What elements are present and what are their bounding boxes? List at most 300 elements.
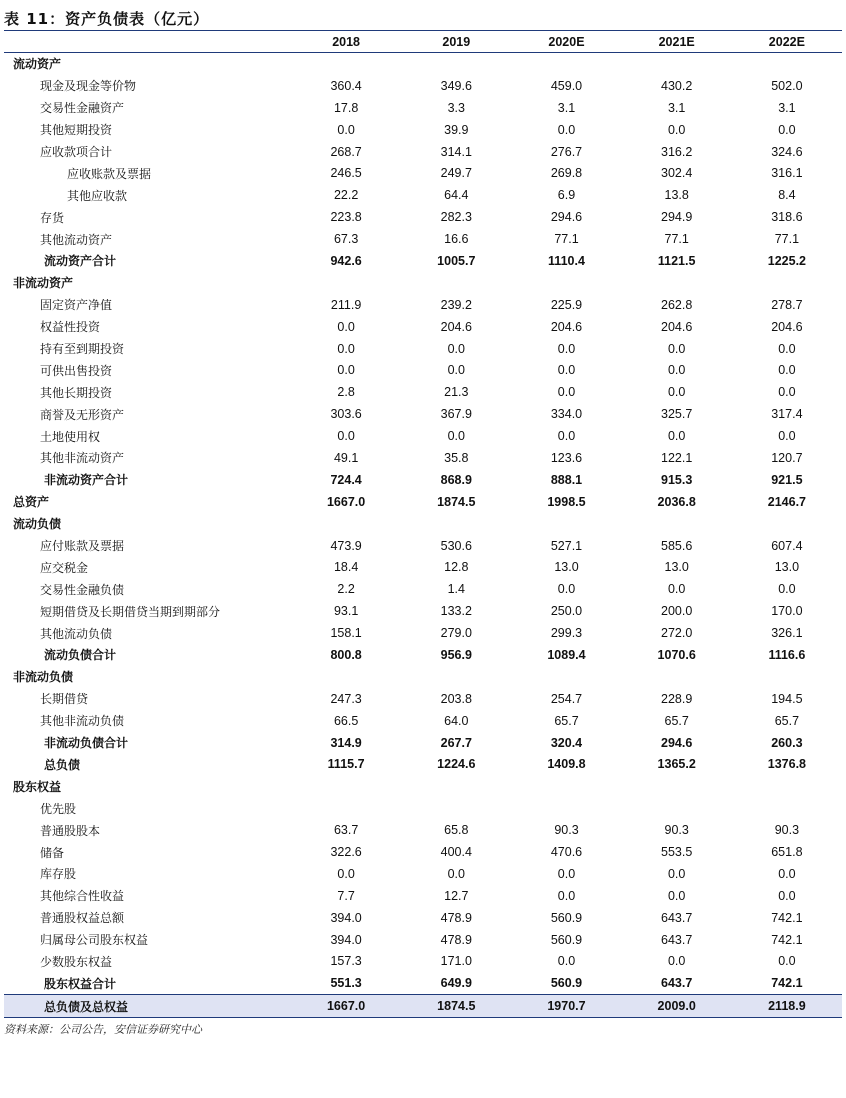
row-value: 260.3	[771, 735, 803, 750]
row-value: 956.9	[440, 647, 472, 662]
row-value: 64.4	[444, 188, 469, 203]
row-value: 122.1	[661, 450, 693, 465]
row-value: 0.0	[337, 122, 355, 137]
row-label: 库存股	[40, 867, 77, 882]
row-value: 742.1	[771, 932, 803, 947]
row-value: 0.0	[337, 866, 355, 881]
row-label: 交易性金融负债	[40, 582, 125, 597]
row-value: 49.1	[333, 450, 359, 465]
table-row	[4, 885, 842, 907]
row-value: 228.9	[661, 691, 693, 706]
row-value: 649.9	[440, 976, 472, 991]
table-row	[4, 797, 842, 819]
row-value: 502.0	[771, 78, 803, 93]
row-value: 63.7	[333, 823, 359, 838]
row-value: 2.2	[337, 582, 355, 597]
row-value: 299.3	[550, 626, 583, 641]
row-value: 13.0	[664, 560, 689, 575]
row-value: 325.7	[661, 407, 693, 422]
row-value	[291, 53, 401, 75]
row-value: 268.7	[330, 144, 362, 159]
row-label: 非流动资产	[13, 276, 74, 291]
row-value: 21.3	[444, 385, 469, 400]
row-value: 553.5	[661, 845, 693, 859]
table-row	[4, 403, 842, 425]
row-value: 1376.8	[767, 757, 806, 772]
table-row	[4, 316, 842, 338]
row-value: 0.0	[778, 866, 796, 881]
row-value: 2036.8	[657, 494, 696, 509]
row-value: 314.9	[330, 735, 362, 750]
row-label: 长期借贷	[40, 692, 89, 707]
row-value: 0.0	[778, 582, 796, 597]
row-value: 203.8	[440, 691, 472, 706]
row-label: 土地使用权	[40, 429, 101, 444]
row-label: 流动负债	[13, 517, 62, 532]
row-value: 1667.0	[291, 995, 401, 1018]
row-value: 349.6	[440, 78, 472, 93]
table-row	[4, 556, 842, 578]
table-row	[4, 491, 842, 513]
table-row	[4, 469, 842, 491]
row-value: 1365.2	[657, 757, 696, 772]
row-value: 1998.5	[547, 494, 586, 509]
balance-sheet-table	[4, 31, 842, 1018]
row-value: 527.1	[550, 538, 583, 553]
row-value: 279.0	[440, 626, 472, 641]
row-value: 90.3	[554, 823, 579, 838]
table-row	[4, 754, 842, 776]
row-value	[622, 513, 732, 535]
row-label: 其他短期投资	[40, 123, 113, 138]
row-label: 少数股东权益	[40, 954, 113, 969]
row-value: 324.6	[771, 144, 803, 159]
row-value: 211.9	[330, 297, 362, 312]
row-value: 2118.9	[732, 995, 842, 1018]
row-value	[732, 797, 842, 819]
table-row	[4, 184, 842, 206]
row-label: 总负债及总权益	[4, 995, 291, 1018]
row-value: 1089.4	[547, 647, 586, 662]
row-value	[622, 53, 732, 75]
row-value: 643.7	[661, 910, 693, 925]
row-label: 交易性金融资产	[40, 101, 125, 116]
row-value: 651.8	[771, 845, 803, 859]
row-label: 短期借贷及长期借贷当期到期部分	[40, 604, 221, 619]
row-label: 其他综合性收益	[40, 889, 125, 904]
row-value: 13.0	[554, 560, 579, 575]
row-value	[622, 272, 732, 294]
row-value: 223.8	[330, 210, 362, 225]
row-value: 430.2	[661, 78, 693, 93]
row-value: 320.4	[550, 735, 583, 750]
header-year: 2019	[401, 31, 511, 53]
row-label: 固定资产净值	[40, 298, 113, 313]
row-label: 持有至到期投资	[40, 342, 125, 357]
table-row	[4, 75, 842, 97]
row-label: 其他应收款	[67, 188, 128, 203]
row-value: 400.4	[440, 845, 472, 859]
row-value	[732, 513, 842, 535]
row-value	[511, 53, 621, 75]
row-value: 0.0	[667, 582, 686, 597]
row-value: 0.0	[778, 341, 796, 356]
row-value	[511, 797, 621, 819]
row-value: 1874.5	[401, 995, 511, 1018]
row-label: 优先股	[40, 801, 77, 816]
row-label: 其他流动负债	[40, 626, 113, 641]
row-value: 278.7	[771, 297, 803, 312]
row-value: 1225.2	[767, 253, 806, 268]
row-value: 334.0	[550, 407, 583, 422]
row-value: 294.9	[661, 210, 693, 225]
row-value: 1667.0	[326, 494, 366, 509]
row-value: 77.1	[774, 232, 800, 247]
row-label: 商誉及无形资产	[40, 407, 125, 422]
table-row	[4, 294, 842, 316]
table-row	[4, 951, 842, 973]
row-value: 1121.5	[657, 253, 696, 268]
row-value: 93.1	[333, 604, 359, 619]
row-value: 551.3	[330, 976, 362, 991]
row-value: 0.0	[557, 385, 576, 400]
row-value: 3.1	[667, 100, 686, 115]
row-value: 478.9	[440, 910, 472, 925]
row-value: 0.0	[337, 341, 355, 356]
row-label: 其他流动资产	[40, 232, 113, 247]
row-value: 0.0	[447, 341, 465, 356]
table-row	[4, 732, 842, 754]
row-value: 8.4	[778, 188, 796, 203]
header-label	[4, 31, 291, 53]
row-value	[401, 513, 511, 535]
row-value: 560.9	[550, 910, 583, 925]
row-value: 560.9	[550, 976, 583, 991]
row-value: 0.0	[557, 888, 576, 903]
row-label: 股东权益	[13, 779, 62, 794]
table-row	[4, 250, 842, 272]
row-label: 存货	[40, 210, 65, 225]
row-value: 254.7	[550, 691, 583, 706]
table-row	[4, 425, 842, 447]
row-value	[401, 53, 511, 75]
row-value: 0.0	[778, 888, 796, 903]
row-value: 2.8	[337, 385, 355, 400]
row-value: 367.9	[440, 407, 472, 422]
row-value: 225.9	[550, 297, 583, 312]
row-value: 314.1	[440, 144, 472, 159]
table-row	[4, 863, 842, 885]
row-value: 1005.7	[437, 253, 476, 268]
row-value: 0.0	[667, 341, 686, 356]
row-label: 非流动负债合计	[44, 736, 129, 751]
table-row	[4, 622, 842, 644]
row-label: 归属母公司股东权益	[40, 933, 149, 948]
row-value: 269.8	[550, 166, 583, 181]
table-body	[4, 53, 842, 1018]
row-value: 67.3	[333, 232, 359, 247]
row-value: 942.6	[330, 253, 362, 268]
row-value: 13.8	[664, 188, 689, 203]
row-value: 65.7	[664, 713, 689, 728]
row-value: 64.0	[444, 713, 469, 728]
row-value: 0.0	[337, 319, 355, 334]
table-row	[4, 447, 842, 469]
row-value: 90.3	[664, 823, 689, 838]
row-value: 249.7	[440, 166, 472, 181]
row-label: 其他长期投资	[40, 385, 113, 400]
header-year: 2018	[291, 31, 401, 53]
row-value: 0.0	[667, 385, 686, 400]
row-label: 流动资产	[13, 57, 62, 72]
row-value: 77.1	[554, 232, 579, 247]
row-value: 1874.5	[437, 494, 476, 509]
row-value	[401, 797, 511, 819]
row-value: 0.0	[778, 122, 796, 137]
row-label: 应收账款及票据	[67, 166, 152, 181]
row-value: 0.0	[778, 429, 796, 444]
table-row	[4, 644, 842, 666]
row-value: 1224.6	[437, 757, 476, 772]
row-value: 239.2	[440, 297, 472, 312]
table-row	[4, 141, 842, 163]
row-label: 流动资产合计	[44, 254, 117, 269]
row-value: 158.1	[330, 626, 362, 641]
row-value	[511, 513, 621, 535]
row-value: 1970.7	[511, 995, 621, 1018]
row-value: 2009.0	[622, 995, 732, 1018]
row-value: 282.3	[440, 210, 472, 225]
row-value: 0.0	[337, 429, 355, 444]
row-value: 317.4	[771, 407, 803, 422]
row-value: 530.6	[440, 538, 472, 553]
row-value: 3.3	[447, 100, 465, 115]
row-value	[291, 666, 401, 688]
row-value: 65.7	[774, 713, 800, 728]
row-value: 0.0	[557, 341, 576, 356]
row-value: 915.3	[661, 472, 693, 487]
row-value: 322.6	[330, 845, 362, 859]
row-value: 800.8	[330, 647, 362, 662]
row-value: 607.4	[771, 538, 803, 553]
row-value: 459.0	[550, 78, 583, 93]
row-value: 194.5	[771, 691, 803, 706]
row-value: 888.1	[550, 472, 583, 487]
row-value: 0.0	[557, 582, 576, 597]
row-value: 0.0	[447, 429, 465, 444]
row-label: 普通股股本	[40, 823, 101, 838]
table-row	[4, 206, 842, 228]
row-value: 742.1	[771, 910, 803, 925]
row-value: 1110.4	[548, 253, 585, 268]
row-value: 272.0	[661, 626, 693, 641]
row-value: 1409.8	[547, 757, 586, 772]
row-value: 0.0	[778, 385, 796, 400]
table-row	[4, 535, 842, 557]
row-value	[291, 775, 401, 797]
row-value: 250.0	[550, 604, 583, 619]
row-value: 394.0	[330, 932, 362, 947]
table-row	[4, 119, 842, 141]
row-value: 16.6	[444, 232, 469, 247]
row-value: 316.2	[661, 144, 693, 159]
row-value: 1070.6	[657, 647, 696, 662]
row-value: 0.0	[667, 888, 686, 903]
row-value	[732, 53, 842, 75]
row-value: 13.0	[774, 560, 800, 575]
table-row	[4, 972, 842, 994]
row-value: 318.6	[771, 210, 803, 225]
row-value: 6.9	[557, 188, 576, 203]
source-note: 资料来源：公司公告，安信证券研究中心	[4, 1023, 202, 1036]
header-year: 2020E	[511, 31, 621, 53]
row-value: 560.9	[550, 932, 583, 947]
table-row	[4, 600, 842, 622]
row-value: 35.8	[444, 450, 469, 465]
row-value: 77.1	[664, 232, 689, 247]
table-row	[4, 841, 842, 863]
row-value: 7.7	[337, 888, 355, 903]
row-value: 1115.7	[327, 757, 365, 772]
row-value: 18.4	[333, 560, 359, 575]
row-value: 2146.7	[767, 494, 806, 509]
row-value: 478.9	[440, 932, 472, 947]
row-value: 22.2	[333, 188, 359, 203]
table-row	[4, 228, 842, 250]
table-row	[4, 162, 842, 184]
row-label: 总资产	[13, 495, 50, 510]
row-value	[622, 797, 732, 819]
table-row	[4, 710, 842, 732]
row-value: 0.0	[557, 954, 576, 969]
row-value	[291, 272, 401, 294]
row-label: 现金及现金等价物	[40, 79, 137, 94]
row-value: 473.9	[330, 538, 362, 553]
row-value: 0.0	[557, 429, 576, 444]
row-value	[291, 797, 401, 819]
row-label: 权益性投资	[40, 320, 101, 335]
row-label: 储备	[40, 845, 65, 860]
row-value: 316.1	[771, 166, 803, 181]
row-value: 0.0	[667, 122, 686, 137]
row-value: 157.3	[330, 954, 362, 969]
row-label: 其他非流动负债	[40, 714, 125, 729]
header-year: 2021E	[622, 31, 732, 53]
row-value: 742.1	[771, 976, 803, 991]
row-value	[511, 272, 621, 294]
row-value: 247.3	[330, 691, 362, 706]
row-label: 可供出售投资	[40, 363, 113, 378]
row-value: 246.5	[330, 166, 362, 181]
row-value: 326.1	[771, 626, 803, 641]
row-value: 0.0	[778, 954, 796, 969]
table-row	[4, 338, 842, 360]
row-value: 276.7	[550, 144, 583, 159]
header-year: 2022E	[732, 31, 842, 53]
row-value	[511, 775, 621, 797]
row-value: 0.0	[778, 363, 796, 378]
row-value	[732, 272, 842, 294]
table-row	[4, 995, 842, 1018]
row-value: 65.8	[444, 823, 469, 838]
row-value: 394.0	[330, 910, 362, 925]
table-row	[4, 578, 842, 600]
row-value	[511, 666, 621, 688]
row-value: 17.8	[333, 100, 359, 115]
table-row	[4, 272, 842, 294]
row-value: 294.6	[661, 735, 693, 750]
row-label: 总负债	[44, 757, 81, 772]
row-value: 0.0	[337, 363, 355, 378]
row-value: 0.0	[447, 866, 465, 881]
row-value	[401, 775, 511, 797]
row-value: 0.0	[557, 866, 576, 881]
row-value: 0.0	[667, 363, 686, 378]
row-value	[732, 666, 842, 688]
table-row	[4, 666, 842, 688]
table-row	[4, 53, 842, 75]
table-row	[4, 688, 842, 710]
table-row	[4, 381, 842, 403]
row-label: 普通股权益总额	[40, 911, 125, 926]
row-label: 非流动负债	[13, 670, 74, 685]
row-label: 应收款项合计	[40, 145, 113, 159]
row-value: 267.7	[440, 735, 472, 750]
row-value: 1116.6	[768, 647, 806, 662]
row-value: 204.6	[661, 319, 693, 334]
table-row	[4, 819, 842, 841]
row-value: 303.6	[330, 407, 362, 422]
row-value: 0.0	[667, 429, 686, 444]
row-value: 171.0	[440, 954, 472, 969]
row-label: 应付账款及票据	[40, 539, 125, 554]
table-row	[4, 97, 842, 119]
row-value	[622, 666, 732, 688]
row-value: 868.9	[440, 472, 472, 487]
row-value: 294.6	[550, 210, 583, 225]
row-value: 921.5	[771, 472, 803, 487]
row-label: 非流动资产合计	[44, 473, 129, 488]
row-value: 0.0	[447, 363, 465, 378]
row-label: 其他非流动资产	[40, 451, 125, 466]
row-value: 90.3	[774, 823, 800, 838]
row-label: 流动负债合计	[44, 648, 117, 663]
row-value	[401, 666, 511, 688]
table-row	[4, 929, 842, 951]
row-value: 0.0	[667, 954, 686, 969]
row-value: 39.9	[444, 122, 469, 137]
row-value: 66.5	[333, 713, 359, 728]
row-value: 724.4	[330, 472, 362, 487]
row-value: 0.0	[557, 363, 576, 378]
row-value: 470.6	[550, 845, 583, 859]
table-title: 表 11：资产负债表（亿元）	[4, 10, 210, 28]
row-value: 12.7	[444, 888, 469, 903]
row-value: 133.2	[440, 604, 472, 619]
row-value: 360.4	[330, 78, 362, 93]
row-value: 302.4	[661, 166, 693, 181]
row-value: 120.7	[771, 450, 803, 465]
table-row	[4, 907, 842, 929]
row-value: 65.7	[554, 713, 579, 728]
row-value: 643.7	[661, 976, 693, 991]
row-value	[401, 272, 511, 294]
table-row	[4, 513, 842, 535]
row-value: 1.4	[447, 582, 465, 597]
row-value: 12.8	[444, 560, 469, 575]
row-value: 123.6	[550, 450, 583, 465]
row-label: 股东权益合计	[44, 976, 117, 991]
